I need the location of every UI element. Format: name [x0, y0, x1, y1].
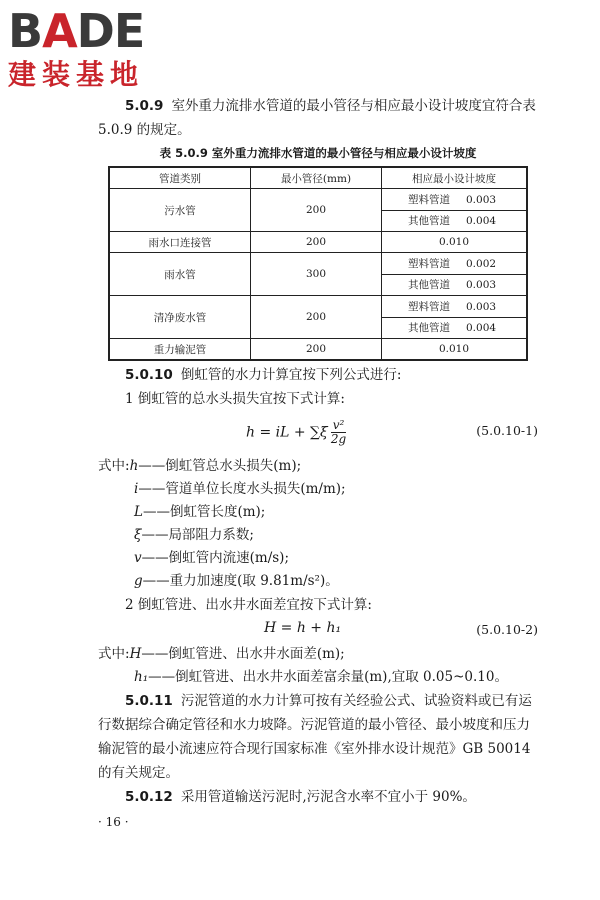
clause-5-0-9 [98, 94, 538, 142]
clause-text: 室外重力流排水管道的最小管径与相应最小设计坡度宜符合表 5.0.9 的规定。 [98, 98, 536, 138]
definition: i——管道单位长度水头损失(m/m); [134, 481, 346, 497]
table-row [109, 339, 527, 361]
definition: h₁——倒虹管进、出水井水面差富余量(m),宜取 0.05~0.10。 [134, 669, 508, 685]
table-caption: 表 5.0.9 室外重力流排水管道的最小管径与相应最小设计坡度 [159, 146, 477, 160]
formula-5-0-10-2 [98, 617, 538, 643]
cell-slope: 其他管道 0.004 [382, 210, 528, 232]
cell-diameter: 200 [251, 296, 382, 339]
item-2: 2 倒虹管进、出水井水面差宜按下式计算: [125, 597, 372, 613]
page-number: · 16 · [98, 815, 129, 829]
formula-expression: H = h + h₁ [264, 620, 342, 636]
pipe-slope-table [108, 166, 528, 361]
definition: 式中:h——倒虹管总水头损失(m); [98, 458, 302, 474]
clause-5-0-12 [98, 785, 538, 809]
table-row [109, 232, 527, 253]
cell-diameter: 300 [251, 253, 382, 296]
clause-number: 5.0.10 [125, 367, 173, 383]
definition: g——重力加速度(取 9.81m/s²)。 [134, 573, 339, 589]
item-1: 1 倒虹管的总水头损失宜按下式计算: [125, 391, 345, 407]
definition: L——倒虹管长度(m); [134, 504, 266, 520]
cell-slope: 0.010 [382, 232, 528, 253]
table-row [109, 253, 527, 275]
table-row [109, 189, 527, 211]
bade-logo [8, 6, 178, 96]
cell-slope: 塑料管道 0.003 [382, 296, 528, 318]
logo-wordmark: BADE [8, 4, 145, 58]
cell-diameter: 200 [251, 232, 382, 253]
cell-diameter: 200 [251, 339, 382, 361]
cell-category: 重力输泥管 [109, 339, 251, 361]
document-page [98, 94, 538, 829]
clause-number: 5.0.11 [125, 693, 173, 709]
table-header-row [109, 167, 527, 189]
definition: v——倒虹管内流速(m/s); [134, 550, 290, 566]
cell-slope: 塑料管道 0.003 [382, 189, 528, 211]
cell-category: 雨水口连接管 [109, 232, 251, 253]
clause-number: 5.0.12 [125, 789, 173, 805]
cell-slope: 其他管道 0.003 [382, 274, 528, 296]
clause-5-0-10 [98, 363, 538, 387]
clause-text: 采用管道输送污泥时,污泥含水率不宜小于 90%。 [180, 789, 476, 805]
table-row [109, 296, 527, 318]
clause-5-0-11 [98, 689, 538, 785]
clause-text: 污泥管道的水力计算可按有关经验公式、试验资料或已有运行数据综合确定管径和水力坡降。污泥管道的最小管径、最小坡度和压力输泥管的最小流速应符合现行国家标准《室外排水设计规范》GB 50014 的有关规定。 [98, 693, 532, 781]
definition: 式中:H——倒虹管进、出水井水面差(m); [98, 646, 345, 662]
cell-diameter: 200 [251, 189, 382, 232]
cell-category: 污水管 [109, 189, 251, 232]
cell-category: 清净废水管 [109, 296, 251, 339]
header-category: 管道类别 [109, 167, 251, 189]
clause-text: 倒虹管的水力计算宜按下列公式进行: [180, 367, 402, 383]
cell-slope: 其他管道 0.004 [382, 317, 528, 339]
equation-number: (5.0.10-1) [476, 423, 538, 438]
definition: ξ——局部阻力系数; [134, 527, 254, 543]
cell-slope: 塑料管道 0.002 [382, 253, 528, 275]
header-slope: 相应最小设计坡度 [382, 167, 528, 189]
clause-number: 5.0.9 [125, 98, 164, 114]
equation-number: (5.0.10-2) [476, 622, 538, 637]
cell-category: 雨水管 [109, 253, 251, 296]
cell-slope: 0.010 [382, 339, 528, 361]
formula-5-0-10-1 [98, 411, 538, 455]
logo-subtitle: 建装基地 [8, 58, 145, 91]
header-diameter: 最小管径(mm) [251, 167, 382, 189]
formula-expression: h = iL + ∑ξ $\frac{\text{v²}}{2g}$ [246, 418, 347, 446]
